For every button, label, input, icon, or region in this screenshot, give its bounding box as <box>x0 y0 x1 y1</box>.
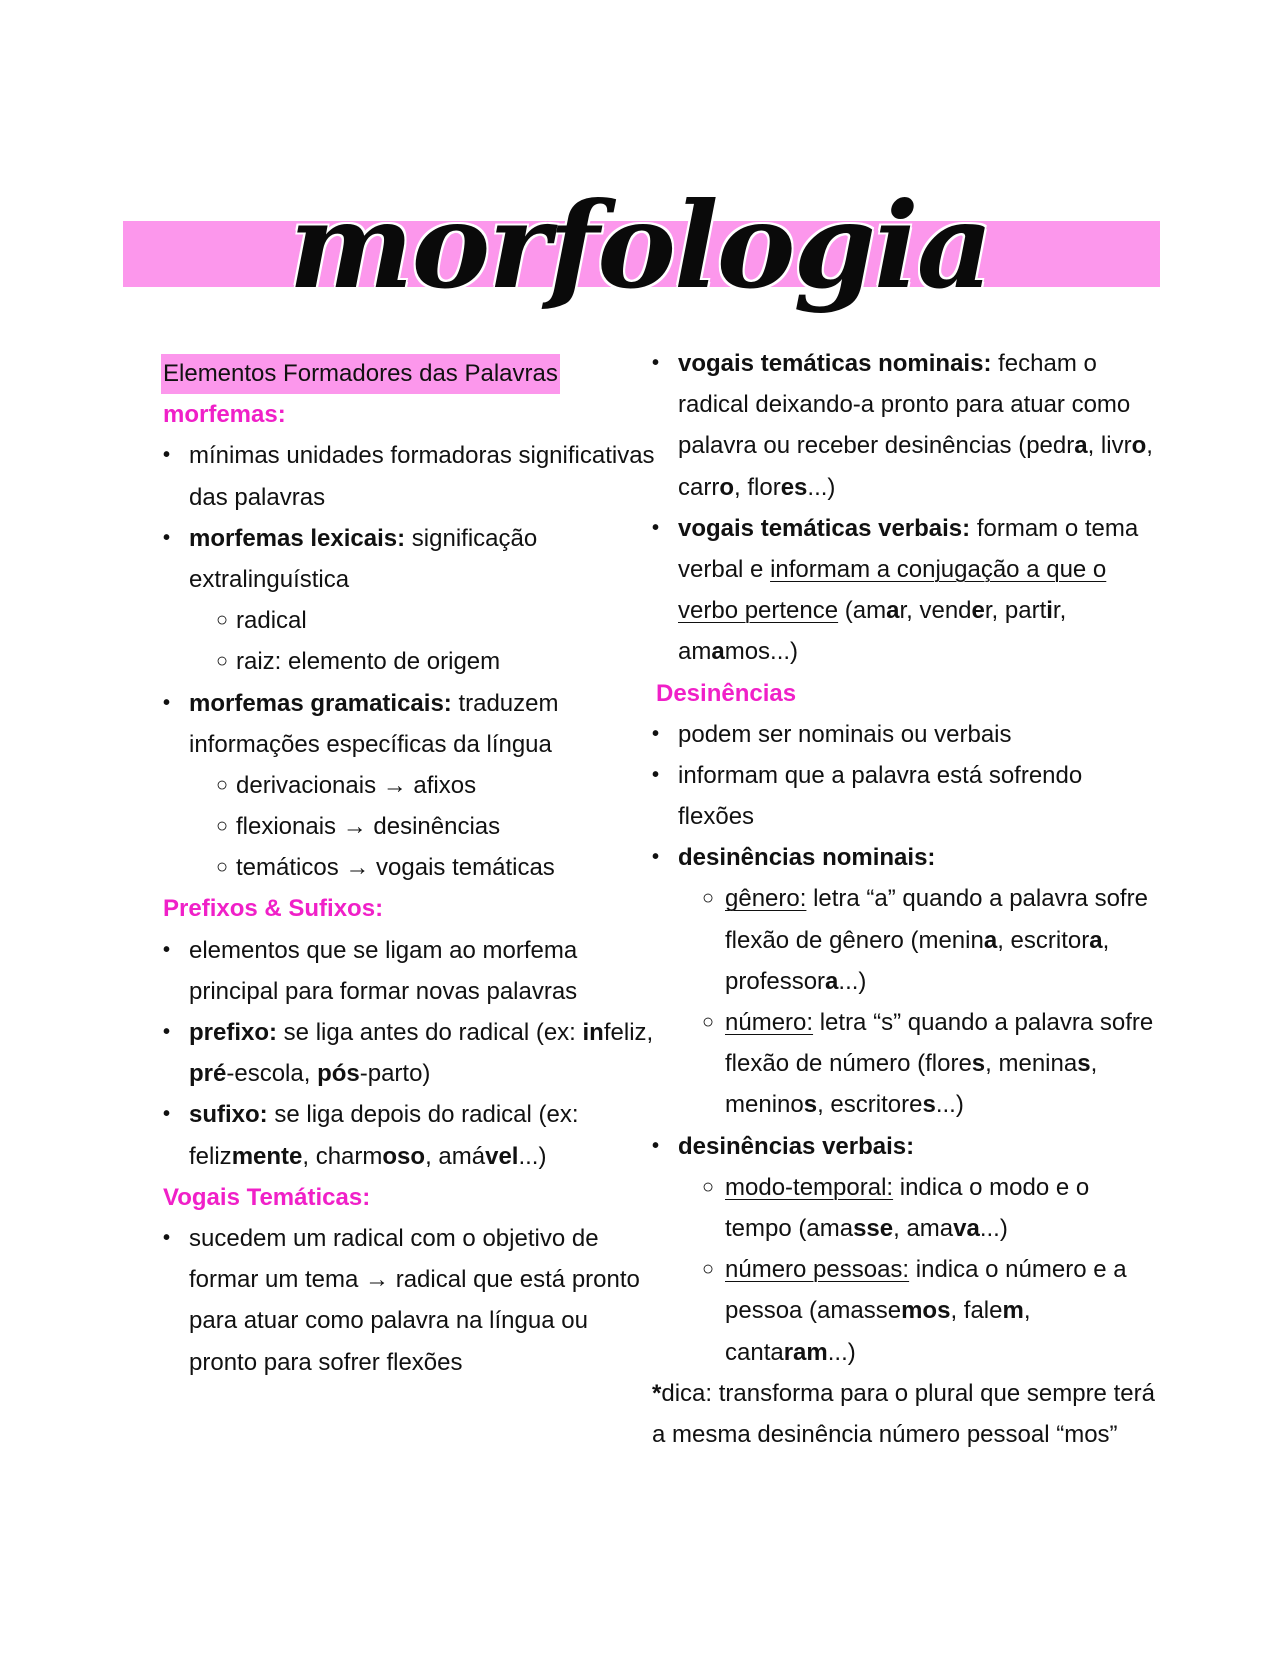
bullet-icon: • <box>163 444 171 467</box>
circle-bullet-icon: ○ <box>216 815 229 838</box>
main-heading: Elementos Formadores das Palavras <box>161 354 560 394</box>
left-column: Elementos Formadores das Palavras morfemas: • mínimas unidades formadoras significativas das palavras • morfemas lexicais: significação extralinguística ○ radical ○ raiz: elemento de origem • morfemas gramaticais: traduzem informações específicas da língua ○ derivacionais → afixos ○ flexionais → desinências ○ temáticos → vogais temáticas Prefixos & Sufixos: • elementos que se ligam ao morfema principal para formar novas palavras • prefixo: se liga antes do radical (ex: infeliz, pré-escola, pós-parto) • sufixo: se liga depois do radical (ex: felizmente, charmoso, amável...) Vogais Temáticas: • sucedem um radical com o objetivo de formar um tema → radical que está pronto para atuar como palavra na língua ou pronto para sofrer flexões <box>163 353 633 1383</box>
sub-list-item: ○ temáticos → vogais temáticas <box>163 847 633 888</box>
section-title-morfemas: morfemas: <box>163 401 286 429</box>
list-item: • mínimas unidades formadoras significativas <box>163 435 633 476</box>
list-item: • sufixo: se liga depois do radical (ex: <box>163 1094 633 1135</box>
sub-list-item: ○ modo-temporal: indica o modo e o <box>652 1167 1122 1208</box>
list-item: • prefixo: se liga antes do radical (ex: infeliz, <box>163 1012 633 1053</box>
sub-list-item: ○ número pessoas: indica o número e a <box>652 1249 1122 1290</box>
bullet-icon: • <box>163 1226 171 1249</box>
list-item: • elementos que se ligam ao morfema <box>163 930 633 971</box>
arrow-icon: → <box>342 813 367 841</box>
list-item: • vogais temáticas verbais: formam o tema <box>652 508 1122 549</box>
circle-bullet-icon: ○ <box>702 1258 715 1281</box>
circle-bullet-icon: ○ <box>702 887 715 910</box>
list-item: • morfemas gramaticais: traduzem <box>163 683 633 724</box>
sub-list-item: ○ gênero: letra “a” quando a palavra sofre <box>652 878 1122 919</box>
bullet-icon: • <box>652 763 660 786</box>
arrow-icon: → <box>345 854 370 882</box>
bullet-icon: • <box>652 1134 660 1157</box>
bullet-icon: • <box>652 516 660 539</box>
sub-list-item: ○ número: letra “s” quando a palavra sofre <box>652 1002 1122 1043</box>
bullet-icon: • <box>163 1103 171 1126</box>
list-item: • vogais temáticas nominais: fecham o <box>652 343 1122 384</box>
circle-bullet-icon: ○ <box>216 773 229 796</box>
bullet-icon: • <box>163 938 171 961</box>
bullet-icon: • <box>163 691 171 714</box>
list-item: • informam que a palavra está sofrendo <box>652 755 1122 796</box>
bullet-icon: • <box>163 526 171 549</box>
page-title: morfologia <box>288 176 992 315</box>
right-column: • vogais temáticas nominais: fecham o radical deixando-a pronto para atuar como palavra ou receber desinências (pedra, livro, carro, flores...) • vogais temáticas verbais: formam o tema verbal e informam a conjugação a que o verbo pertence (amar, vender, partir, amamos...) Desinências • podem ser nominais ou verbais • informam que a palavra está sofrendo flexões • desinências nominais: ○ gênero: letra “a” quando a palavra sofre flexão de gênero (menina, escritora, professora...) ○ número: letra “s” quando a palavra sofre flexão de número (flores, meninas, meninos, escritores...) • desinências verbais: ○ modo-temporal: indica o modo e o tempo (amasse, amava...) ○ número pessoas: indica o número e a pessoa (amassemos, falem, cantaram...) *dica: transforma para o plural que sempre terá a mesma desinência número pessoal “mos” <box>652 343 1122 1455</box>
circle-bullet-icon: ○ <box>216 650 229 673</box>
bullet-icon: • <box>163 1021 171 1043</box>
list-item: • sucedem um radical com o objetivo de <box>163 1218 633 1259</box>
section-title-desinencias: Desinências <box>656 679 797 707</box>
tip-note: *dica: transforma para o plural que sempre terá <box>652 1379 1155 1407</box>
bullet-icon: • <box>652 722 660 745</box>
arrow-icon: → <box>365 1266 390 1294</box>
bullet-icon: • <box>652 352 660 374</box>
section-title-prefixos: Prefixos & Sufixos: <box>163 895 384 923</box>
arrow-icon: → <box>382 771 407 799</box>
list-item: • podem ser nominais ou verbais <box>652 714 1122 755</box>
bullet-icon: • <box>652 846 660 869</box>
sub-list-item: ○ radical <box>163 600 633 641</box>
list-item: • desinências verbais: <box>652 1126 1122 1167</box>
circle-bullet-icon: ○ <box>702 1175 715 1198</box>
circle-bullet-icon: ○ <box>702 1011 715 1033</box>
circle-bullet-icon: ○ <box>216 856 229 879</box>
list-item: • desinências nominais: <box>652 837 1122 878</box>
circle-bullet-icon: ○ <box>216 609 229 632</box>
sub-list-item: ○ flexionais → desinências <box>163 806 633 847</box>
section-title-vogais: Vogais Temáticas: <box>163 1183 371 1211</box>
sub-list-item: ○ raiz: elemento de origem <box>163 641 633 682</box>
sub-list-item: ○ derivacionais → afixos <box>163 765 633 806</box>
list-item: • morfemas lexicais: significação <box>163 518 633 559</box>
